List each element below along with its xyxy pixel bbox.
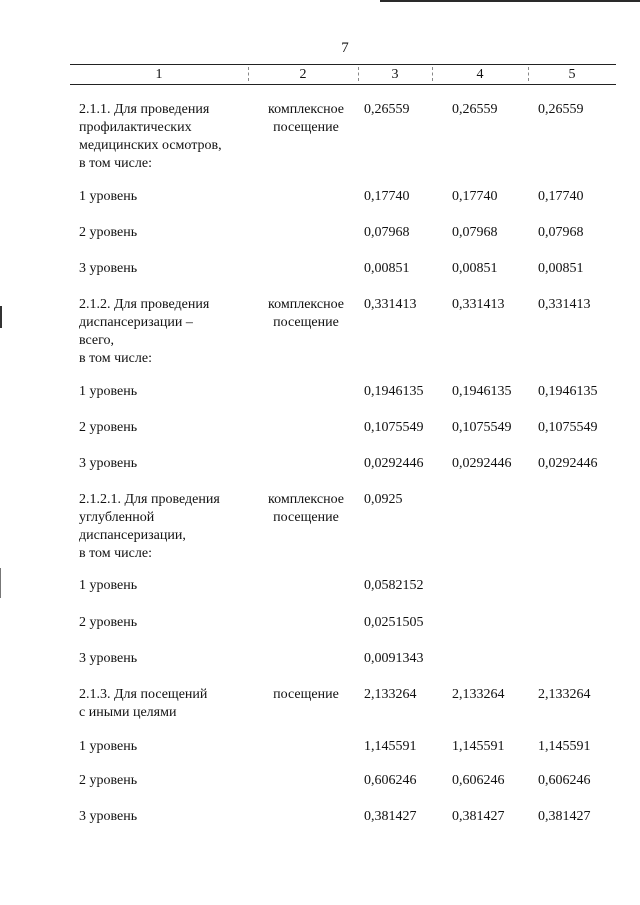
table-header <box>70 64 616 85</box>
value-cell-col-5: 0,00851 <box>538 261 584 276</box>
value-cell-col-4: 0,381427 <box>452 809 505 824</box>
value-cell-col-3: 0,0292446 <box>364 456 424 471</box>
unit-line: посещение <box>273 120 339 135</box>
row-label-line: 2 уровень <box>79 615 138 630</box>
value-cell-col-4: 1,145591 <box>452 739 505 754</box>
value-cell-col-4: 0,606246 <box>452 773 505 788</box>
row-label-line: 3 уровень <box>79 809 138 824</box>
value-cell-col-4: 0,17740 <box>452 189 498 204</box>
value-cell-col-4: 0,0292446 <box>452 456 512 471</box>
row-label-line: 1 уровень <box>79 189 138 204</box>
value-cell-col-3: 0,0925 <box>364 492 403 507</box>
value-cell-col-3: 1,145591 <box>364 739 417 754</box>
row-label-line: всего, <box>79 333 115 348</box>
value-cell-col-4: 0,1075549 <box>452 420 512 435</box>
value-cell-col-5: 1,145591 <box>538 739 591 754</box>
value-cell-col-3: 0,00851 <box>364 261 410 276</box>
value-cell-col-5: 0,07968 <box>538 225 584 240</box>
row-label-line: 2.1.2. Для проведения <box>79 297 210 312</box>
unit-line: комплексное <box>268 102 344 117</box>
header-col-3: 3 <box>391 67 399 82</box>
row-label-line: диспансеризации – <box>79 315 193 330</box>
row-label <box>79 614 259 632</box>
row-label <box>79 686 259 722</box>
scan-edge-top <box>380 0 640 2</box>
value-cell-col-4: 0,00851 <box>452 261 498 276</box>
row-label-line: 2 уровень <box>79 773 138 788</box>
page-number: 7 <box>341 40 349 56</box>
row-label-line: 2 уровень <box>79 420 138 435</box>
unit-line: комплексное <box>268 492 344 507</box>
row-label <box>79 101 259 173</box>
row-label <box>79 738 259 756</box>
row-label-line: 1 уровень <box>79 739 138 754</box>
value-cell-col-5: 2,133264 <box>538 687 591 702</box>
row-label <box>79 577 259 595</box>
value-cell-col-3: 0,07968 <box>364 225 410 240</box>
value-cell-col-5: 0,17740 <box>538 189 584 204</box>
value-cell-col-3: 0,1075549 <box>364 420 424 435</box>
unit-line: посещение <box>273 315 339 330</box>
value-cell-col-4: 2,133264 <box>452 687 505 702</box>
value-cell-col-3: 0,17740 <box>364 189 410 204</box>
unit-cell <box>256 686 356 704</box>
row-label-line: в том числе: <box>79 351 152 366</box>
row-label <box>79 491 259 563</box>
row-label-line: 3 уровень <box>79 261 138 276</box>
row-label-line: с иными целями <box>79 705 177 720</box>
row-label-line: 2.1.2.1. Для проведения <box>79 492 220 507</box>
value-cell-col-5: 0,26559 <box>538 102 584 117</box>
row-label-line: углубленной <box>79 510 155 525</box>
row-label <box>79 808 259 826</box>
row-label-line: в том числе: <box>79 156 152 171</box>
header-col-1: 1 <box>155 67 163 82</box>
row-label <box>79 650 259 668</box>
row-label <box>79 296 259 368</box>
header-col-5: 5 <box>568 67 576 82</box>
row-label <box>79 419 259 437</box>
value-cell-col-4: 0,1946135 <box>452 384 512 399</box>
value-cell-col-3: 2,133264 <box>364 687 417 702</box>
value-cell-col-4: 0,07968 <box>452 225 498 240</box>
row-label-line: в том числе: <box>79 546 152 561</box>
header-col-2: 2 <box>299 67 307 82</box>
row-label-line: 1 уровень <box>79 578 138 593</box>
value-cell-col-3: 0,606246 <box>364 773 417 788</box>
value-cell-col-3: 0,0251505 <box>364 615 424 630</box>
value-cell-col-3: 0,331413 <box>364 297 417 312</box>
row-label <box>79 455 259 473</box>
value-cell-col-5: 0,331413 <box>538 297 591 312</box>
row-label-line: 2.1.1. Для проведения <box>79 102 210 117</box>
value-cell-col-3: 0,381427 <box>364 809 417 824</box>
value-cell-col-3: 0,0582152 <box>364 578 424 593</box>
row-label <box>79 224 259 242</box>
value-cell-col-4: 0,331413 <box>452 297 505 312</box>
value-cell-col-5: 0,606246 <box>538 773 591 788</box>
value-cell-col-3: 0,0091343 <box>364 651 424 666</box>
row-label-line: 3 уровень <box>79 651 138 666</box>
scan-edge-left <box>0 568 1 598</box>
row-label-line: 2 уровень <box>79 225 138 240</box>
row-label-line: 1 уровень <box>79 384 138 399</box>
row-label-line: диспансеризации, <box>79 528 186 543</box>
value-cell-col-3: 0,26559 <box>364 102 410 117</box>
row-label <box>79 383 259 401</box>
value-cell-col-5: 0,381427 <box>538 809 591 824</box>
row-label <box>79 260 259 278</box>
row-label-line: медицинских осмотров, <box>79 138 222 153</box>
row-label-line: 2.1.3. Для посещений <box>79 687 208 702</box>
unit-cell <box>256 296 356 332</box>
unit-cell <box>256 491 356 527</box>
row-label <box>79 188 259 206</box>
value-cell-col-5: 0,0292446 <box>538 456 598 471</box>
unit-cell <box>256 101 356 137</box>
unit-line: посещение <box>273 687 339 702</box>
header-col-4: 4 <box>476 67 484 82</box>
row-label <box>79 772 259 790</box>
row-label-line: профилактических <box>79 120 192 135</box>
row-label-line: 3 уровень <box>79 456 138 471</box>
value-cell-col-5: 0,1946135 <box>538 384 598 399</box>
value-cell-col-5: 0,1075549 <box>538 420 598 435</box>
value-cell-col-3: 0,1946135 <box>364 384 424 399</box>
scan-edge-left <box>0 306 2 328</box>
unit-line: комплексное <box>268 297 344 312</box>
value-cell-col-4: 0,26559 <box>452 102 498 117</box>
unit-line: посещение <box>273 510 339 525</box>
